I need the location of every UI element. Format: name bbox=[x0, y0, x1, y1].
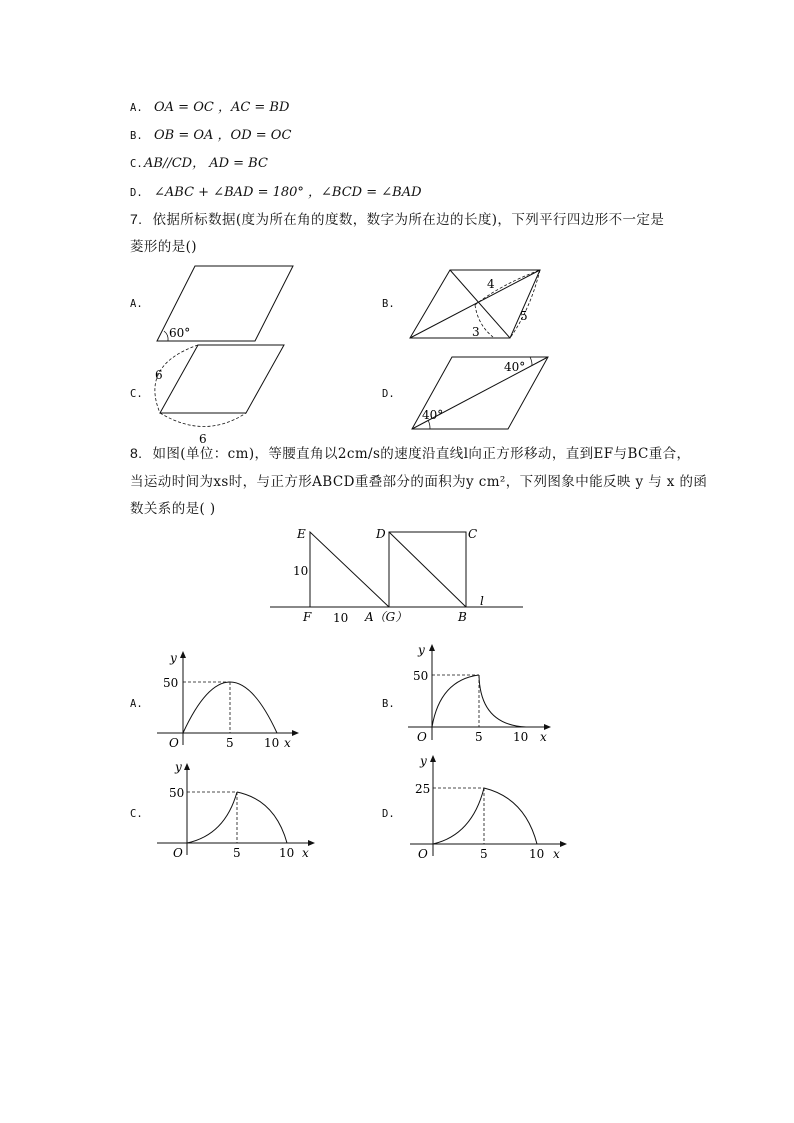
tick-label: 5 bbox=[233, 846, 241, 860]
angle-label: 40° bbox=[504, 360, 526, 374]
option-label: A. bbox=[130, 102, 143, 114]
option-text: AB//CD， AD = BC bbox=[144, 156, 268, 171]
tick-label: 50 bbox=[163, 676, 179, 690]
option-label: C. bbox=[130, 158, 143, 170]
side-label: 6 bbox=[199, 432, 207, 446]
question-number: 7. bbox=[130, 211, 143, 227]
point-label: C bbox=[468, 527, 478, 541]
axis-label: x bbox=[284, 736, 291, 750]
point-label: D bbox=[376, 527, 386, 541]
point-label: A（G） bbox=[365, 610, 408, 624]
q8-option-b-label: B. bbox=[382, 698, 395, 710]
question-text: 依据所标数据(度为所在角的度数，数字为所在边的长度)，下列平行四边形不一定是 bbox=[152, 212, 665, 228]
graph-b bbox=[408, 643, 550, 744]
graph-d bbox=[410, 754, 566, 861]
tick-label: 5 bbox=[475, 730, 483, 744]
angle-label: 60° bbox=[169, 326, 191, 340]
q7-option-c-label: C. bbox=[130, 388, 143, 400]
side-label: 6 bbox=[155, 368, 163, 382]
q8-option-d-label: D. bbox=[382, 808, 395, 820]
tick-label: 50 bbox=[413, 669, 429, 683]
axis-label: y bbox=[175, 760, 182, 774]
option-text: OB = OA ，OD = OC bbox=[154, 128, 292, 143]
angle-label: 40° bbox=[422, 408, 444, 422]
origin-label: O bbox=[418, 847, 428, 861]
axis-label: x bbox=[540, 730, 547, 744]
question-text: 当运动时间为xs时，与正方形ABCD重叠部分的面积为y cm²，下列图象中能反映 y 与 x 的函 bbox=[130, 474, 708, 490]
option-label: B. bbox=[130, 130, 143, 142]
tick-label: 10 bbox=[264, 736, 280, 750]
tick-label: 50 bbox=[169, 786, 185, 800]
question-text: 数关系的是( ) bbox=[130, 501, 216, 517]
tick-label: 25 bbox=[415, 782, 431, 796]
tick-label: 10 bbox=[513, 730, 529, 744]
q7-option-b-label: B. bbox=[382, 298, 395, 310]
axis-label: x bbox=[302, 846, 309, 860]
q8-option-c-label: C. bbox=[130, 808, 143, 820]
axis-label: y bbox=[418, 643, 425, 657]
length-label: 10 bbox=[293, 564, 309, 578]
point-label: E bbox=[297, 527, 306, 541]
graph-a bbox=[157, 651, 298, 750]
option-text: ∠ABC + ∠BAD = 180° ，∠BCD = ∠BAD bbox=[154, 185, 422, 200]
option-text: OA = OC ，AC = BD bbox=[154, 100, 290, 115]
tick-label: 10 bbox=[279, 846, 295, 860]
side-label: 5 bbox=[520, 309, 528, 323]
point-label: B bbox=[458, 610, 467, 624]
question-number: 8. bbox=[130, 445, 143, 461]
question-text: 菱形的是() bbox=[130, 239, 197, 255]
side-label: 3 bbox=[472, 325, 480, 339]
option-label: D. bbox=[130, 187, 143, 199]
axis-label: y bbox=[420, 754, 427, 768]
q7-option-d-label: D. bbox=[382, 388, 395, 400]
q8-option-a-label: A. bbox=[130, 698, 143, 710]
tick-label: 10 bbox=[529, 847, 545, 861]
length-label: 10 bbox=[333, 611, 349, 625]
graph-c bbox=[157, 760, 314, 860]
tick-label: 5 bbox=[480, 847, 488, 861]
axis-label: y bbox=[170, 651, 177, 665]
line-label: l bbox=[480, 594, 484, 608]
side-label: 4 bbox=[487, 277, 495, 291]
q7-option-a-label: A. bbox=[130, 298, 143, 310]
origin-label: O bbox=[173, 846, 183, 860]
tick-label: 5 bbox=[226, 736, 234, 750]
origin-label: O bbox=[417, 730, 427, 744]
origin-label: O bbox=[169, 736, 179, 750]
question-text: 如图(单位：cm)，等腰直角以2cm/s的速度沿直线l向正方形移动，直到EF与BC重合， bbox=[152, 446, 691, 462]
axis-label: x bbox=[553, 847, 560, 861]
point-label: F bbox=[303, 610, 312, 624]
